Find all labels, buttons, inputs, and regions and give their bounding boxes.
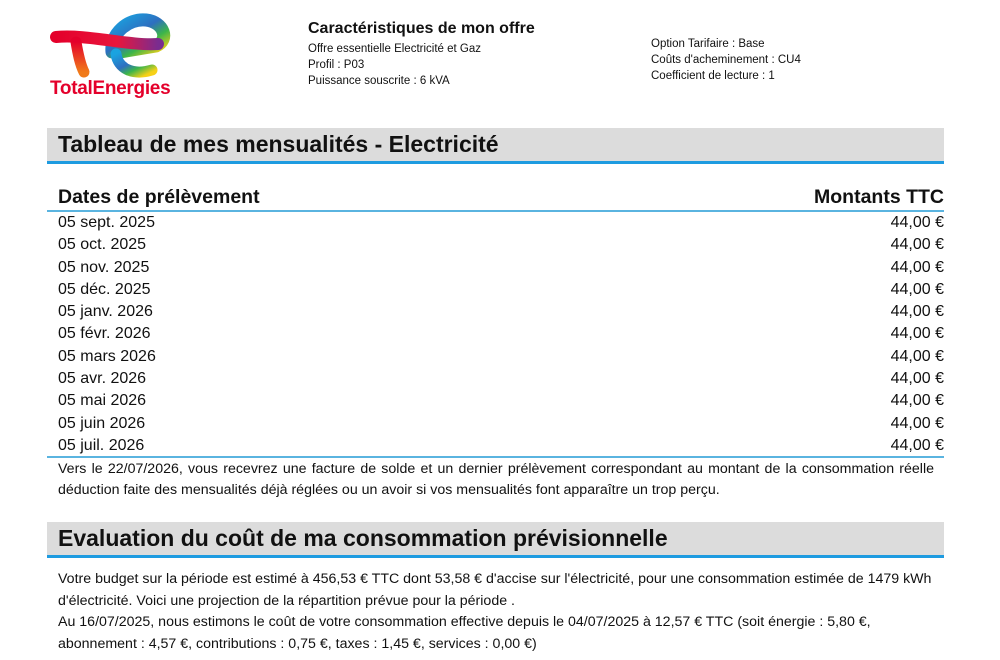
- row-amount: 44,00 €: [890, 414, 944, 432]
- table-row: [47, 234, 944, 256]
- column-header-date: Dates de prélèvement: [58, 186, 260, 208]
- column-header-amount: Montants TTC: [814, 186, 944, 208]
- row-date: 05 mars 2026: [58, 347, 156, 365]
- row-date: 05 mai 2026: [58, 392, 147, 410]
- row-amount: 44,00 €: [890, 325, 944, 343]
- tariff-options: [651, 36, 801, 84]
- table-row: [47, 435, 944, 458]
- final-invoice-note: Vers le 22/07/2026, vous recevrez une facture de solde et un dernier prélèvement correspondant au montant de la consommation réelle déduction faite des mensualités déjà réglées ou un avoir si vos mensualités font apparaître un trop perçu.: [58, 461, 934, 498]
- offer-power: Puissance souscrite : 6 kVA: [308, 75, 450, 87]
- table-header: [47, 185, 944, 212]
- table-row: [47, 279, 944, 301]
- row-amount: 44,00 €: [890, 214, 944, 231]
- schedule-section-title: Tableau de mes mensualités - Electricité: [58, 131, 499, 157]
- row-amount: 44,00 €: [890, 303, 944, 321]
- row-date: 05 févr. 2026: [58, 325, 151, 343]
- row-date: 05 juin 2026: [58, 414, 146, 432]
- table-row: [47, 368, 944, 390]
- row-amount: 44,00 €: [890, 236, 944, 254]
- row-date: 05 juil. 2026: [58, 436, 145, 454]
- table-row: [47, 257, 944, 279]
- table-row: [47, 212, 944, 234]
- offer-characteristics: [308, 20, 535, 89]
- row-amount: 44,00 €: [890, 347, 944, 365]
- offer-profile: Profil : P03: [308, 59, 365, 71]
- row-amount: 44,00 €: [890, 392, 944, 410]
- row-date: 05 sept. 2025: [58, 214, 155, 231]
- brand-wordmark: TotalEnergies: [50, 78, 171, 99]
- evaluation-section-header: [47, 522, 944, 558]
- row-date: 05 oct. 2025: [58, 236, 147, 254]
- tariff-option: Option Tarifaire : Base: [651, 38, 765, 50]
- table-row: [47, 346, 944, 368]
- installments-table: [47, 185, 944, 458]
- schedule-section-header: [47, 128, 944, 164]
- row-date: 05 janv. 2026: [58, 303, 153, 321]
- offer-title: Caractéristiques de mon offre: [308, 20, 535, 37]
- table-row: [47, 323, 944, 345]
- table-row: [47, 301, 944, 323]
- row-amount: 44,00 €: [890, 258, 944, 276]
- table-row: [47, 413, 944, 435]
- table-row: [47, 390, 944, 412]
- table-body: [47, 212, 944, 458]
- budget-estimate-paragraph: Votre budget sur la période est estimé à 456,53 € TTC dont 53,58 € d'accise sur l'électricité, pour une consommation estimée de 1479 kWh d'électricité. Voici une projection de la répartition prévue pour la période .: [58, 571, 932, 609]
- row-date: 05 nov. 2025: [58, 258, 150, 276]
- row-amount: 44,00 €: [890, 370, 944, 388]
- row-date: 05 avr. 2026: [58, 370, 147, 388]
- row-amount: 44,00 €: [890, 436, 944, 454]
- row-date: 05 déc. 2025: [58, 280, 151, 298]
- row-amount: 44,00 €: [890, 280, 944, 298]
- evaluation-text: [58, 569, 938, 655]
- offer-name: Offre essentielle Electricité et Gaz: [308, 43, 481, 55]
- current-cost-paragraph: Au 16/07/2025, nous estimons le coût de votre consommation effective depuis le 04/07/2025 à 12,57 € TTC (soit énergie : 5,80 €, abonnement : 4,57 €, contributions : 0,75 €, taxes : 1,45 €, services : 0,00 €): [58, 614, 871, 652]
- evaluation-section-title: Evaluation du coût de ma consommation prévisionnelle: [58, 525, 668, 551]
- reading-coefficient: Coefficient de lecture : 1: [651, 70, 775, 82]
- routing-costs: Coûts d'acheminement : CU4: [651, 54, 801, 66]
